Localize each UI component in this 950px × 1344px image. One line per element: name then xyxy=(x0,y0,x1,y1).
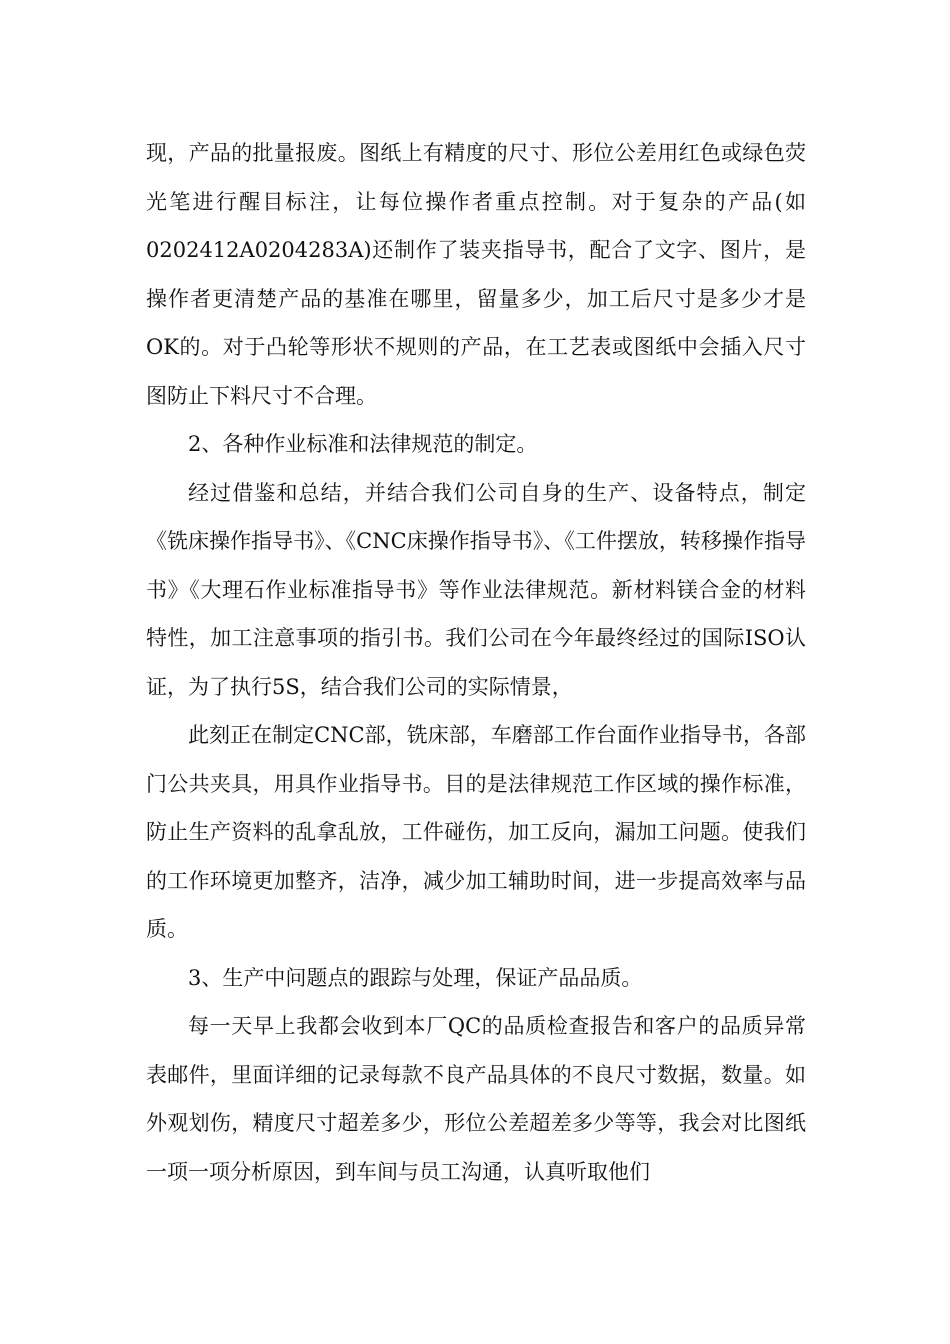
paragraph-quality-tracking: 每一天早上我都会收到本厂QC的品质检查报告和客户的品质异常表邮件，里面详细的记录每款不良产品具体的不良尺寸数据，数量。如外观划伤，精度尺寸超差多少，形位公差超差多少等等，我会对比图纸一项一项分析原因，到车间与员工沟通，认真听取他们 xyxy=(146,1014,806,1184)
paragraph-workstation-guides: 此刻正在制定CNC部，铣床部，车磨部工作台面作业指导书，各部门公共夹具，用具作业指导书。目的是法律规范工作区域的操作标准，防止生产资料的乱拿乱放，工件碰伤，加工反向，漏加工问题。使我们的工作环境更加整齐，洁净，减少加工辅助时间，进一步提高效率与品质。 xyxy=(146,723,806,941)
paragraph-standards: 经过借鉴和总结，并结合我们公司自身的生产、设备特点，制定《铣床操作指导书》、《CNC床操作指导书》、《工件摆放，转移操作指导书》《大理石作业标准指导书》等作业法律规范。新材料镁合金的材料特性，加工注意事项的指引书。我们公司在今年最终经过的国际ISO认证，为了执行5S，结合我们公司的实际情景， xyxy=(146,480,806,699)
paragraph-continuation: 现，产品的批量报废。图纸上有精度的尺寸、形位公差用红色或绿色荧光笔进行醒目标注，让每位操作者重点控制。对于复杂的产品(如0202412A0204283A)还制作了装夹指导书，配合了文字、图片，是操作者更清楚产品的基准在哪里，留量多少，加工后尺寸是多少才是OK的。对于凸轮等形状不规则的产品，在工艺表或图纸中会插入尺寸图防止下料尺寸不合理。 xyxy=(146,141,806,408)
document-body xyxy=(146,129,806,1196)
section-heading-3: 3、生产中问题点的跟踪与处理，保证产品品质。 xyxy=(188,965,643,990)
section-heading-2: 2、各种作业标准和法律规范的制定。 xyxy=(188,432,538,456)
